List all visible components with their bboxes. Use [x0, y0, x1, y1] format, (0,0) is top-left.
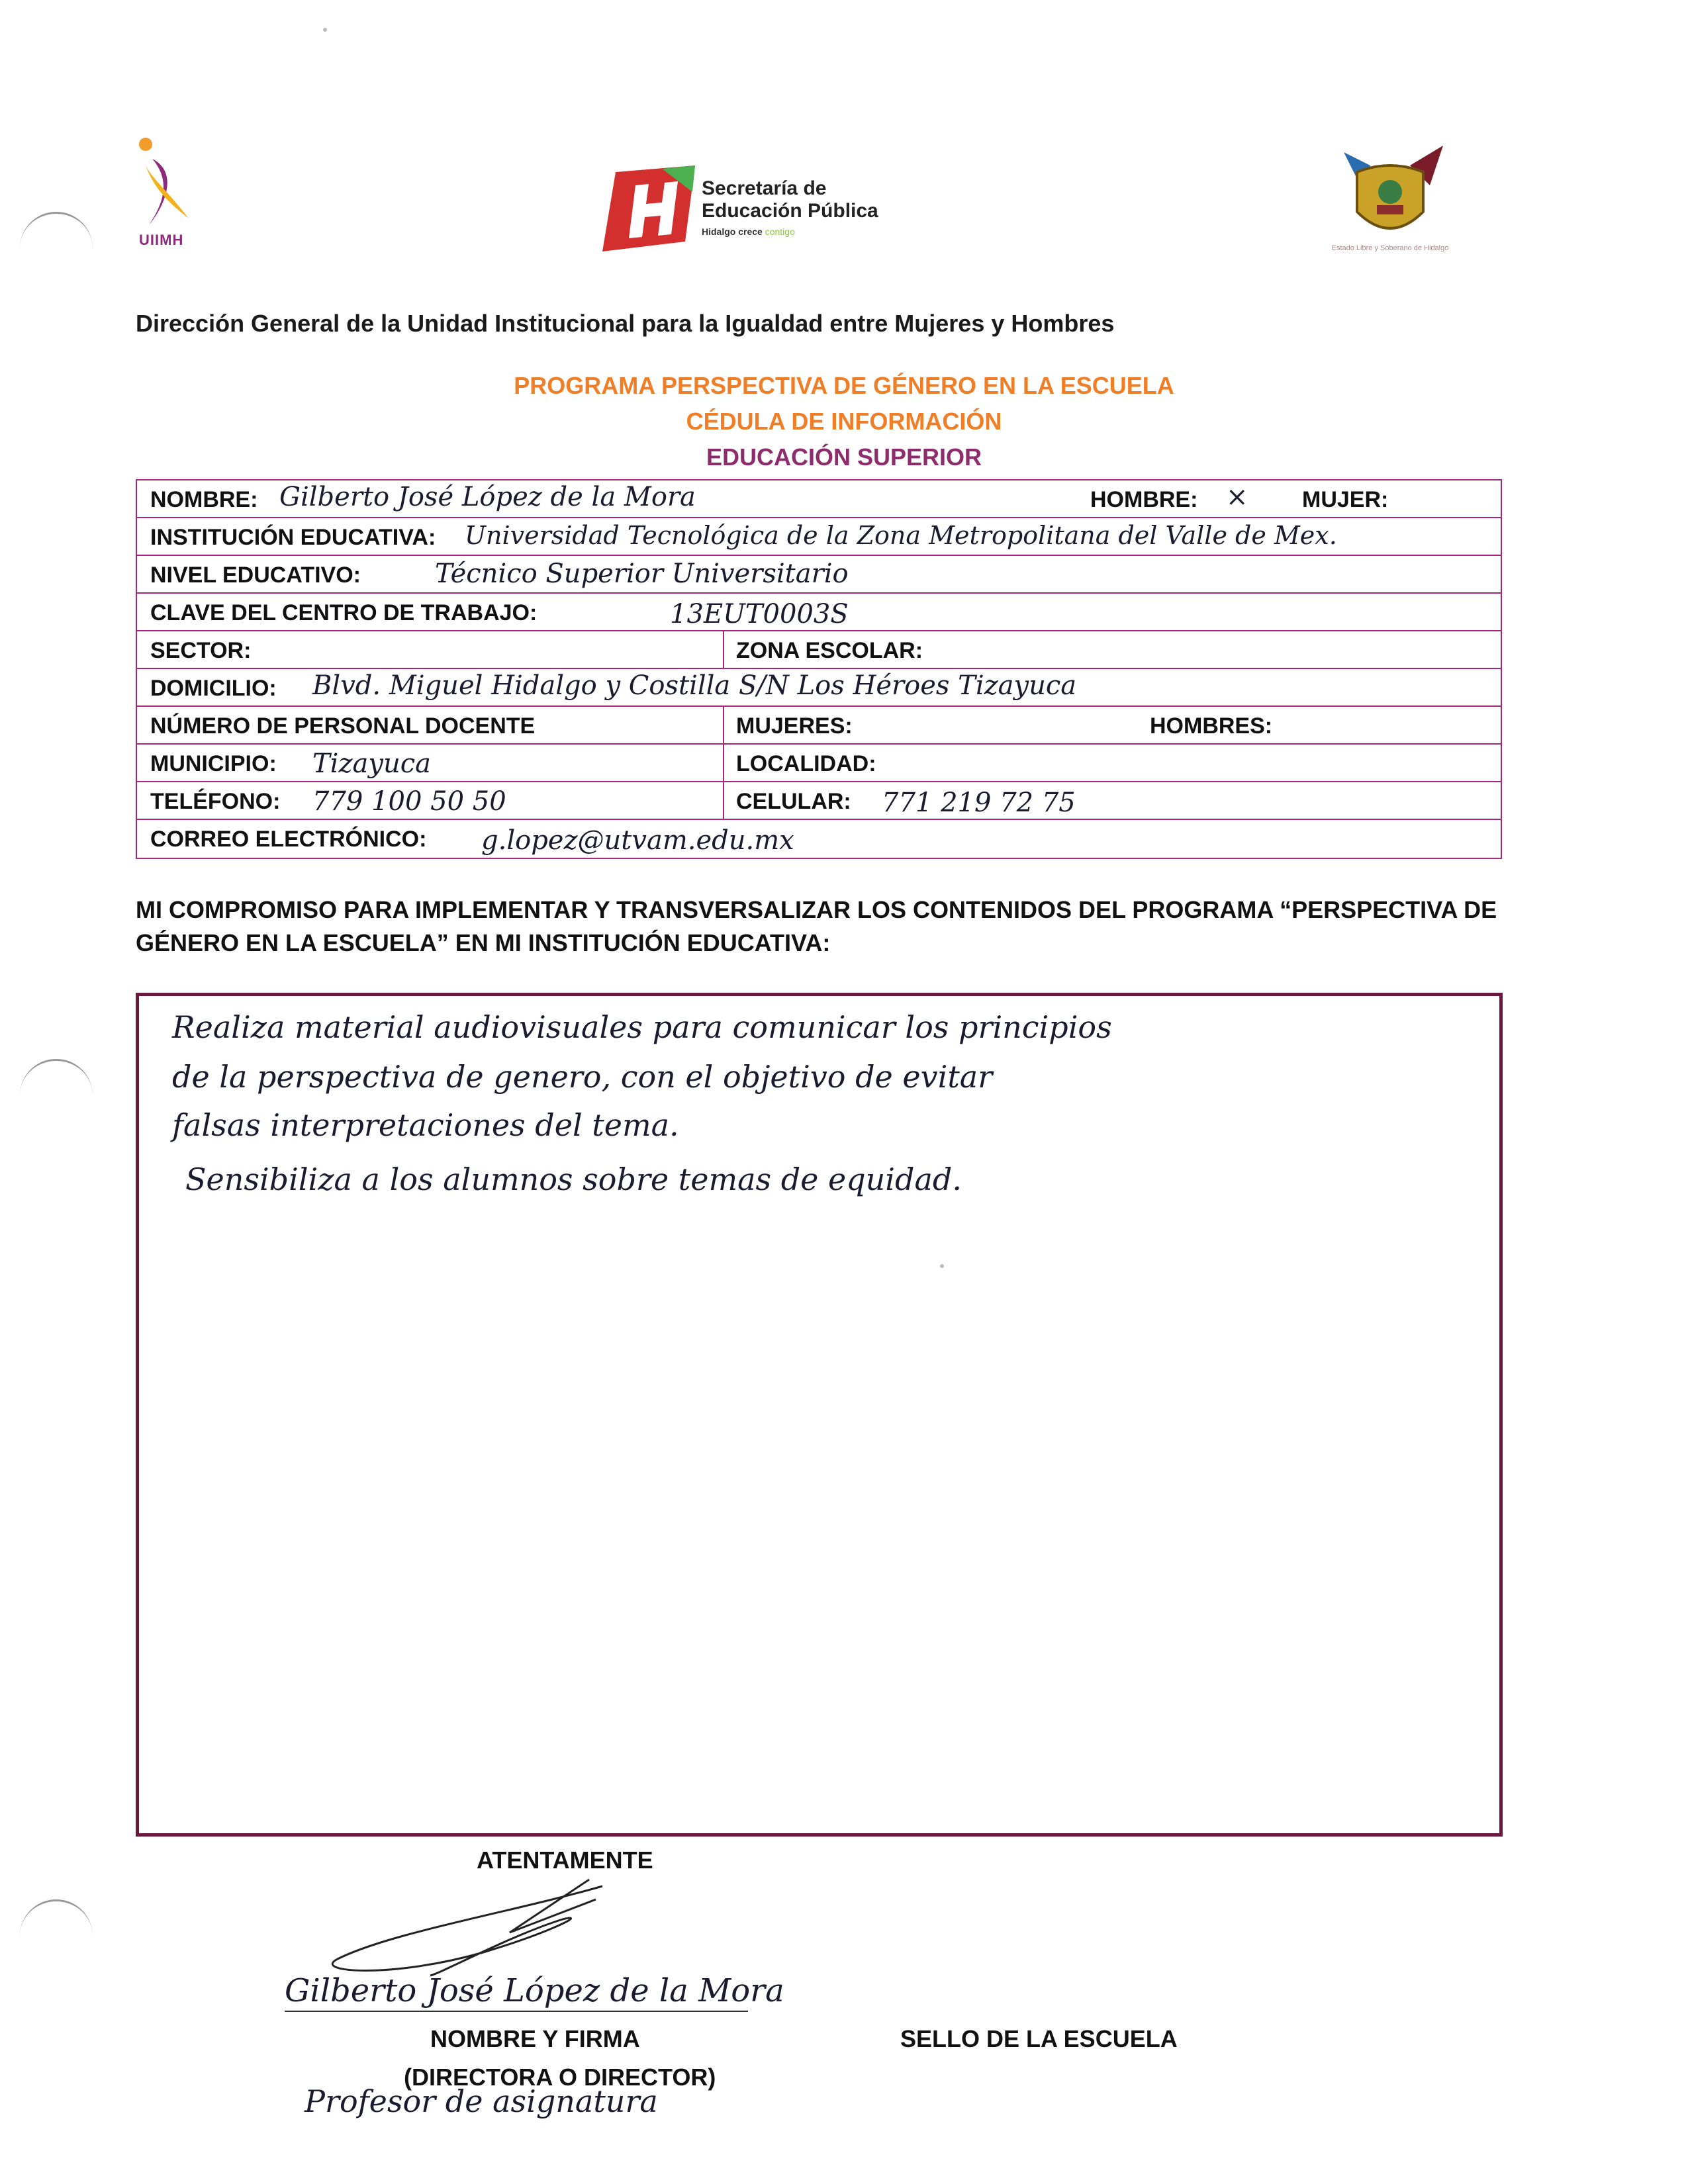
signature-scribble-icon	[311, 1873, 642, 1985]
program-level: EDUCACIÓN SUPERIOR	[706, 443, 982, 471]
form-row-nombre	[137, 480, 1501, 518]
form-row-correo	[137, 820, 1501, 856]
column-divider	[723, 631, 724, 668]
sep-title-line1: Secretaría de	[702, 177, 827, 199]
personal-label: NÚMERO DE PERSONAL DOCENTE	[150, 713, 536, 739]
information-form	[136, 479, 1502, 859]
column-divider	[723, 782, 724, 819]
clave-label: CLAVE DEL CENTRO DE TRABAJO:	[150, 600, 538, 625]
institucion-label: INSTITUCIÓN EDUCATIVA:	[150, 525, 436, 550]
form-row-sector	[137, 631, 1501, 669]
form-row-clave	[137, 594, 1501, 631]
form-row-municipio	[137, 745, 1501, 782]
profesor-handwritten: Profesor de asignatura	[305, 2083, 658, 2119]
sep-slogan-a: Hidalgo crece	[702, 226, 763, 237]
column-divider	[723, 707, 724, 743]
sep-title-line2: Educación Pública	[702, 200, 878, 222]
clave-value[interactable]: 13EUT0003S	[670, 599, 849, 629]
hidalgo-h-icon	[596, 165, 695, 251]
celular-label: CELULAR:	[736, 789, 851, 814]
state-caption: Estado Libre y Soberano de Hidalgo	[1331, 244, 1449, 252]
column-divider	[723, 745, 724, 781]
sector-label: SECTOR:	[150, 638, 252, 663]
zona-label: ZONA ESCOLAR:	[736, 638, 923, 663]
municipio-label: MUNICIPIO:	[150, 751, 277, 776]
institucion-value[interactable]: Universidad Tecnológica de la Zona Metropolitana del Valle de Mex.	[465, 521, 1337, 550]
celular-value[interactable]: 771 219 72 75	[882, 788, 1076, 818]
form-row-telefono	[137, 782, 1501, 820]
form-row-institucion	[137, 518, 1501, 556]
telefono-label: TELÉFONO:	[150, 789, 281, 814]
commitment-line-1: Realiza material audiovisuales para comunicar los principios	[172, 1009, 1112, 1045]
commitment-line-2: de la perspectiva de genero, con el objetivo de evitar	[172, 1059, 993, 1095]
punch-hole-mark	[20, 212, 93, 260]
punch-hole-mark	[20, 1899, 93, 1948]
signature-name: Gilberto José López de la Mora	[285, 1972, 784, 2009]
uiimh-emblem-icon	[126, 132, 218, 232]
telefono-value[interactable]: 779 100 50 50	[312, 786, 506, 817]
commitment-title: MI COMPROMISO PARA IMPLEMENTAR Y TRANSVERSALIZAR LOS CONTENIDOS DEL PROGRAMA “PERSPECTIVA DE GÉNERO EN LA ESCUELA” EN MI INSTITUCIÓN EDUCATIVA:	[136, 896, 1497, 956]
hombre-mark[interactable]: ×	[1226, 482, 1248, 512]
form-row-personal	[137, 707, 1501, 745]
form-row-domicilio	[137, 669, 1501, 707]
signature-line	[285, 2011, 748, 2012]
form-row-nivel	[137, 556, 1501, 594]
nombre-value[interactable]: Gilberto José López de la Mora	[279, 482, 696, 512]
uiimh-logo	[126, 132, 218, 265]
hombres-label: HOMBRES:	[1150, 713, 1273, 739]
commitment-line-3: falsas interpretaciones del tema.	[172, 1107, 679, 1143]
director-label: (DIRECTORA O DIRECTOR)	[404, 2064, 716, 2091]
sello-label: SELLO DE LA ESCUELA	[900, 2025, 1178, 2052]
commitment-box[interactable]	[136, 993, 1503, 1837]
mujeres-label: MUJERES:	[736, 713, 853, 739]
domicilio-label: DOMICILIO:	[150, 676, 277, 701]
correo-value[interactable]: g.lopez@utvam.edu.mx	[481, 825, 794, 856]
correo-label: CORREO ELECTRÓNICO:	[150, 827, 427, 852]
mujer-label: MUJER:	[1302, 487, 1389, 512]
sep-slogan	[702, 226, 795, 237]
municipio-value[interactable]: Tizayuca	[312, 749, 432, 779]
localidad-label: LOCALIDAD:	[736, 751, 876, 776]
hombre-label: HOMBRE:	[1090, 487, 1198, 512]
nombre-firma-label: NOMBRE Y FIRMA	[430, 2025, 640, 2052]
department-header: Dirección General de la Unidad Institucional para la Igualdad entre Mujeres y Hombres	[136, 310, 1115, 337]
sep-slogan-b: contigo	[765, 226, 795, 237]
atentamente-label: ATENTAMENTE	[477, 1846, 653, 1874]
sep-logo	[596, 165, 900, 258]
coat-of-arms-icon	[1331, 139, 1450, 245]
program-title: PROGRAMA PERSPECTIVA DE GÉNERO EN LA ESCUELA	[514, 372, 1174, 399]
nombre-label: NOMBRE:	[150, 487, 258, 512]
uiimh-logo-text: UIIMH	[139, 232, 184, 248]
nivel-label: NIVEL EDUCATIVO:	[150, 563, 361, 588]
program-subtitle: CÉDULA DE INFORMACIÓN	[686, 408, 1002, 435]
scan-speck	[323, 28, 327, 32]
punch-hole-mark	[20, 1059, 93, 1107]
nivel-value[interactable]: Técnico Superior Universitario	[435, 559, 849, 589]
state-coat-of-arms	[1331, 139, 1450, 271]
domicilio-value[interactable]: Blvd. Miguel Hidalgo y Costilla S/N Los Héroes Tizayuca	[312, 670, 1077, 701]
commitment-line-4: Sensibiliza a los alumnos sobre temas de equidad.	[185, 1161, 962, 1197]
